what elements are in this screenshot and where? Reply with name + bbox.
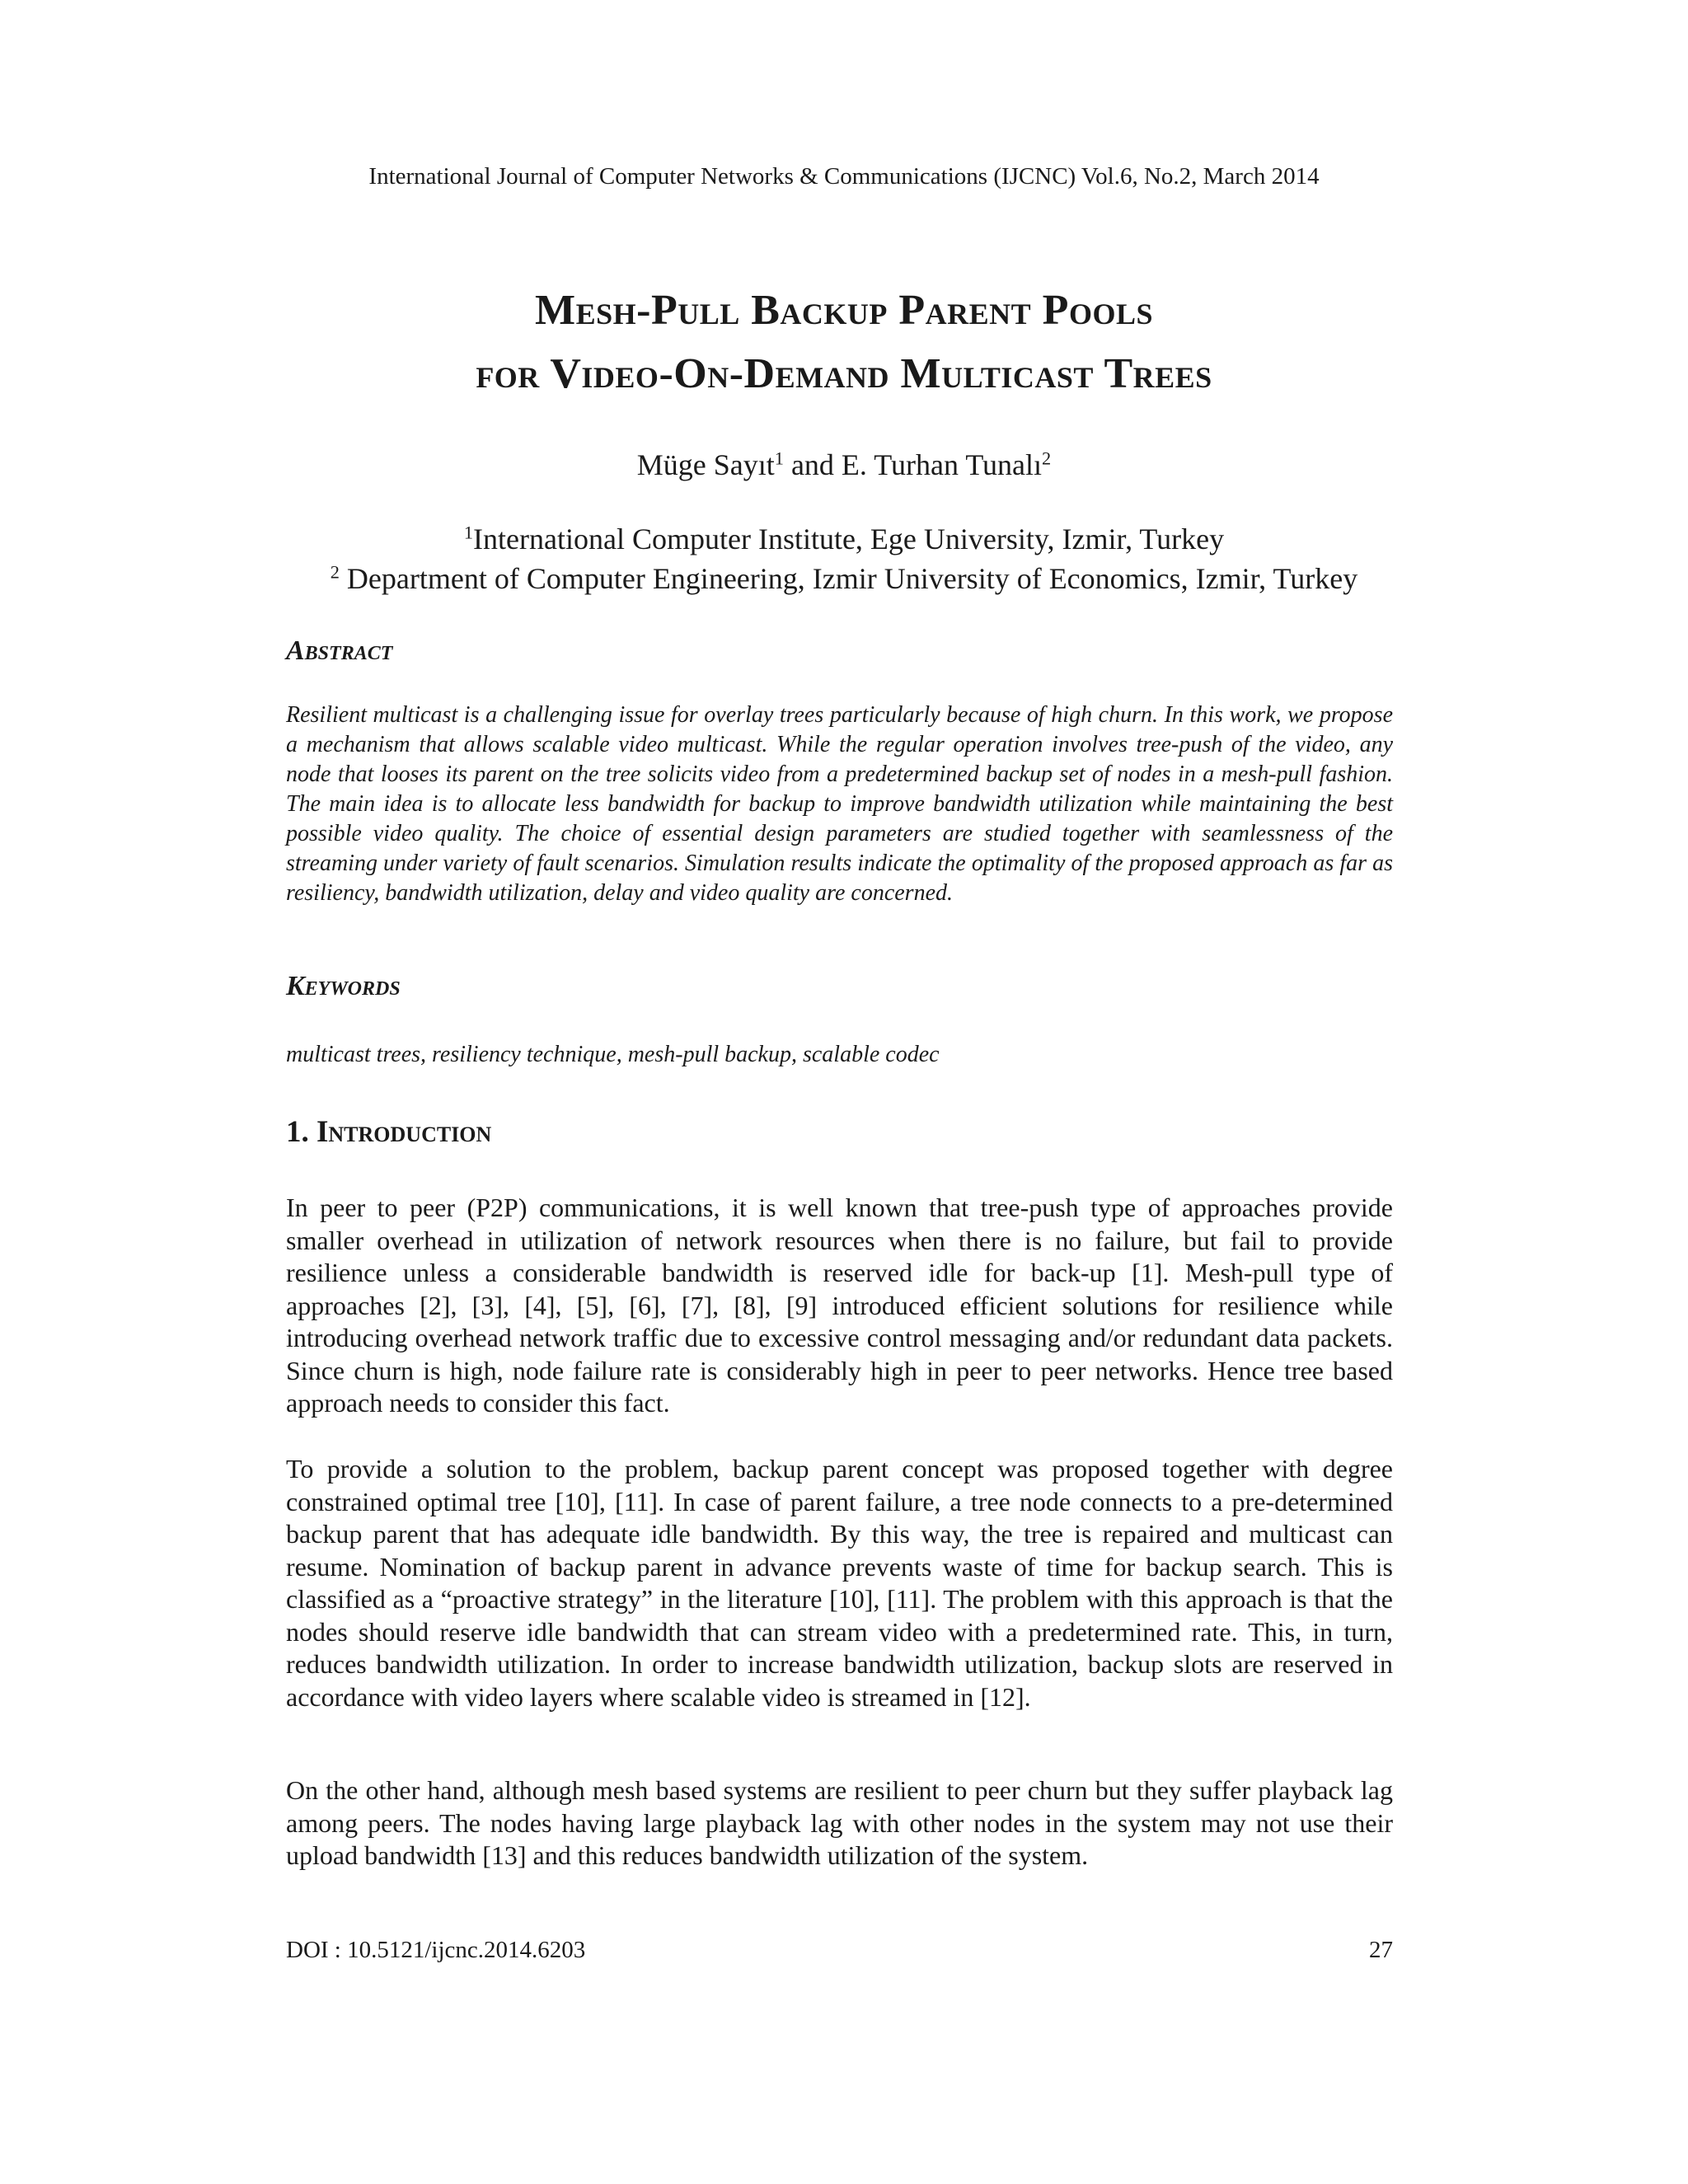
abstract-text: Resilient multicast is a challenging issue for overlay trees particularly because of high churn. In this work, we propose a mechanism that allows scalable video multicast. While the regular operation involves tree-push of the video, any node that looses its parent on the tree solicits video from a predetermined backup set of nodes in a mesh-pull fashion. The main idea is to allocate less bandwidth for backup to improve bandwidth utilization while maintaining the best possible video quality. The choice of essential design parameters are studied together with seamlessness of the streaming under variety of fault scenarios. Simulation results indicate the optimality of the proposed approach as far as resiliency, bandwidth utilization, delay and video quality are concerned. [286, 702, 1393, 906]
affiliation-1-text: International Computer Institute, Ege University, Izmir, Turkey [473, 523, 1225, 555]
section-heading-introduction: 1. Introduction [286, 1115, 492, 1149]
affiliation-1-mark: 1 [463, 522, 474, 543]
affiliation-1 [0, 519, 1688, 559]
keywords-heading: Keywords [286, 971, 401, 1001]
abstract-heading: Abstract [286, 635, 393, 666]
affiliations [0, 519, 1688, 598]
author-list [0, 445, 1688, 485]
author-2-affiliation-mark: 2 [1042, 448, 1052, 469]
keywords-text: multicast trees, resiliency technique, mesh-pull backup, scalable codec [286, 1042, 940, 1067]
affiliation-2-text: Department of Computer Engineering, Izmir University of Economics, Izmir, Turkey [339, 562, 1358, 595]
footer-doi: DOI : 10.5121/ijcnc.2014.6203 [286, 1937, 586, 1963]
author-1-affiliation-mark: 1 [774, 448, 784, 469]
author-name-2: and E. Turhan Tunalı [783, 448, 1043, 481]
introduction-paragraph-3: On the other hand, although mesh based systems are resilient to peer churn but they suffer playback lag among peers. The nodes having large playback lag with other nodes in the system may not use their upload bandwidth [13] and this reduces bandwidth utilization of the system. [286, 1775, 1393, 1870]
introduction-paragraph-2: To provide a solution to the problem, backup parent concept was proposed together with degree constrained optimal tree [10], [11]. In case of parent failure, a tree node connects to a pre-determined backup parent that has adequate idle bandwidth. By this way, the tree is repaired and multicast can resume. Nomination of backup parent in advance prevents waste of time for backup search. This is classified as a “proactive strategy” in the literature [10], [11]. The problem with this approach is that the nodes should reserve idle bandwidth that can stream video with a predetermined rate. This, in turn, reduces bandwidth utilization. In order to increase bandwidth utilization, backup slots are reserved in accordance with video layers where scalable video is streamed in [12]. [286, 1454, 1393, 1712]
affiliation-2 [0, 559, 1688, 598]
running-head: International Journal of Computer Networks & Communications (IJCNC) Vol.6, No.2, March 2014 [368, 163, 1320, 190]
author-name-1: Müge Sayıt [636, 448, 775, 481]
page-number: 27 [1369, 1937, 1393, 1963]
introduction-paragraph-1: In peer to peer (P2P) communications, it is well known that tree-push type of approaches provide smaller overhead in utilization of network resources when there is no failure, but fail to provide resilience unless a considerable bandwidth is reserved idle for back-up [1]. Mesh-pull type of approaches [2], [3], [4], [5], [6], [7], [8], [9] introduced efficient solutions for resilience while introducing overhead network traffic due to excessive control messaging and/or redundant data packets. Since churn is high, node failure rate is considerably high in peer to peer networks. Hence tree based approach needs to consider this fact. [286, 1193, 1393, 1418]
paper-title [0, 279, 1688, 405]
affiliation-2-mark: 2 [330, 561, 340, 583]
title-line-2: for Video-On-Demand Multicast Trees [476, 350, 1212, 397]
title-line-1: Mesh-Pull Backup Parent Pools [535, 287, 1153, 334]
